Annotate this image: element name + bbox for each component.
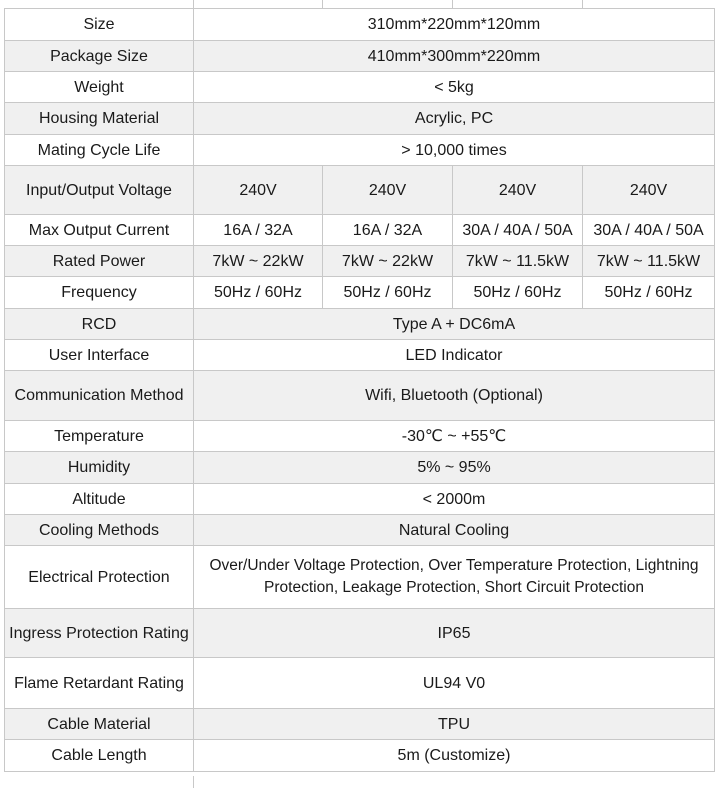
row-rated-power — [5, 246, 715, 277]
row-housing-material — [5, 103, 715, 135]
row-value: 7kW ~ 22kW — [194, 246, 323, 277]
row-value: 240V — [453, 166, 583, 215]
row-label: Input/Output Voltage — [5, 166, 194, 215]
row-value: 7kW ~ 11.5kW — [453, 246, 583, 277]
row-value: 30A / 40A / 50A — [453, 215, 583, 246]
row-label: Humidity — [5, 452, 194, 484]
row-label: Electrical Protection — [5, 546, 194, 609]
row-communication-method — [5, 371, 715, 421]
row-value: 50Hz / 60Hz — [194, 277, 323, 309]
row-value: 240V — [323, 166, 453, 215]
row-user-interface — [5, 340, 715, 371]
row-value: TPU — [194, 709, 715, 740]
row-label: Package Size — [5, 41, 194, 72]
row-value: LED Indicator — [194, 340, 715, 371]
top-divider — [193, 0, 194, 8]
row-value: Over/Under Voltage Protection, Over Temperature Protection, Lightning Protection, Leakage Protection, Short Circuit Protection — [194, 546, 715, 609]
row-value: 7kW ~ 11.5kW — [583, 246, 715, 277]
row-value: 50Hz / 60Hz — [453, 277, 583, 309]
row-label: Cable Length — [5, 740, 194, 772]
row-value: Acrylic, PC — [194, 103, 715, 135]
row-value: < 2000m — [194, 484, 715, 515]
row-value: Natural Cooling — [194, 515, 715, 546]
row-value: 310mm*220mm*120mm — [194, 9, 715, 41]
row-value: < 5kg — [194, 72, 715, 103]
top-divider — [452, 0, 453, 8]
row-package-size — [5, 41, 715, 72]
row-size — [5, 9, 715, 41]
top-divider — [582, 0, 583, 8]
row-ingress-protection-rating — [5, 609, 715, 658]
row-label: RCD — [5, 309, 194, 340]
row-value: IP65 — [194, 609, 715, 658]
row-value: 50Hz / 60Hz — [323, 277, 453, 309]
row-value: Type A + DC6mA — [194, 309, 715, 340]
row-weight — [5, 72, 715, 103]
row-mating-cycle-life — [5, 135, 715, 166]
row-value: 5m (Customize) — [194, 740, 715, 772]
row-value: UL94 V0 — [194, 658, 715, 709]
row-value: 410mm*300mm*220mm — [194, 41, 715, 72]
row-label: Size — [5, 9, 194, 41]
row-temperature — [5, 421, 715, 452]
row-humidity — [5, 452, 715, 484]
row-value: 50Hz / 60Hz — [583, 277, 715, 309]
row-label: Frequency — [5, 277, 194, 309]
row-label: Altitude — [5, 484, 194, 515]
row-label: Cooling Methods — [5, 515, 194, 546]
row-value: Wifi, Bluetooth (Optional) — [194, 371, 715, 421]
row-frequency — [5, 277, 715, 309]
spec-table — [4, 8, 715, 772]
row-altitude — [5, 484, 715, 515]
row-cable-material — [5, 709, 715, 740]
row-label: User Interface — [5, 340, 194, 371]
row-flame-retardant-rating — [5, 658, 715, 709]
row-value: > 10,000 times — [194, 135, 715, 166]
row-value: 5% ~ 95% — [194, 452, 715, 484]
bottom-divider — [193, 776, 194, 788]
row-label: Cable Material — [5, 709, 194, 740]
row-rcd — [5, 309, 715, 340]
row-label: Rated Power — [5, 246, 194, 277]
row-label: Weight — [5, 72, 194, 103]
row-label: Communication Method — [5, 371, 194, 421]
row-label: Ingress Protection Rating — [5, 609, 194, 658]
row-max-output-current — [5, 215, 715, 246]
row-value: 30A / 40A / 50A — [583, 215, 715, 246]
row-value: -30℃ ~ +55℃ — [194, 421, 715, 452]
row-label: Mating Cycle Life — [5, 135, 194, 166]
row-label: Flame Retardant Rating — [5, 658, 194, 709]
row-cooling-methods — [5, 515, 715, 546]
row-value: 240V — [583, 166, 715, 215]
top-divider — [322, 0, 323, 8]
row-input-output-voltage — [5, 166, 715, 215]
row-cable-length — [5, 740, 715, 772]
row-value: 16A / 32A — [323, 215, 453, 246]
row-value: 7kW ~ 22kW — [323, 246, 453, 277]
row-label: Housing Material — [5, 103, 194, 135]
row-label: Max Output Current — [5, 215, 194, 246]
row-electrical-protection — [5, 546, 715, 609]
row-label: Temperature — [5, 421, 194, 452]
row-value: 240V — [194, 166, 323, 215]
row-value: 16A / 32A — [194, 215, 323, 246]
